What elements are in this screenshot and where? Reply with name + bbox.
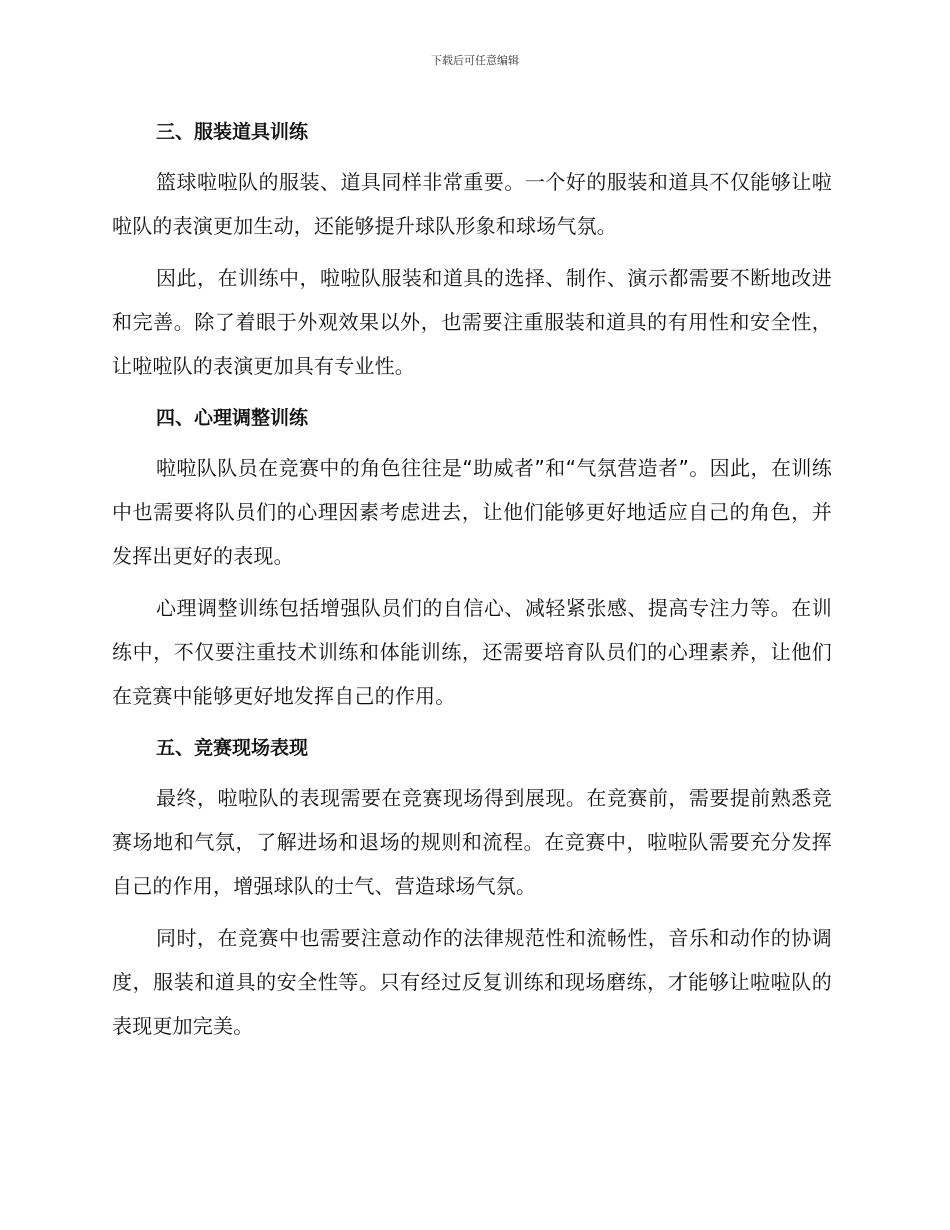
page-header-note: 下载后可任意编辑 [431, 54, 519, 67]
section-heading: 三、服装道具训练 [156, 121, 309, 143]
paragraph: 心理调整训练包括增强队员们的自信心、减轻紧张感、提高专注力等。在训练中，不仅要注重技术训练和体能训练，还需要培育队员们的心理素养，让他们在竞赛中能够更好地发挥自己的作用。 [112, 596, 832, 708]
section-costume-props [112, 110, 832, 396]
paragraph: 同时，在竞赛中也需要注意动作的法律规范性和流畅性，音乐和动作的协调度，服装和道具的安全性等。只有经过反复训练和现场磨练，才能够让啦啦队的表现更加完美。 [112, 926, 832, 1038]
paragraph: 最终，啦啦队的表现需要在竞赛现场得到展现。在竞赛前，需要提前熟悉竞赛场地和气氛，了解进场和退场的规则和流程。在竞赛中，啦啦队需要充分发挥自己的作用，增强球队的士气、营造球场气氛。 [112, 786, 832, 898]
paragraph: 篮球啦啦队的服装、道具同样非常重要。一个好的服装和道具不仅能够让啦啦队的表演更加生动，还能够提升球队形象和球场气氛。 [112, 170, 832, 238]
section-competition-performance [112, 726, 832, 1048]
section-heading: 四、心理调整训练 [156, 407, 309, 429]
section-psychological-training [112, 396, 832, 726]
paragraph: 啦啦队队员在竞赛中的角色往往是“助威者”和“气氛营造者”。因此，在训练中也需要将队员们的心理因素考虑进去，让他们能够更好地适应自己的角色，并发挥出更好的表现。 [112, 456, 832, 568]
document-body [112, 110, 832, 1048]
section-heading: 五、竞赛现场表现 [156, 737, 309, 759]
paragraph: 因此，在训练中，啦啦队服装和道具的选择、制作、演示都需要不断地改进和完善。除了着眼于外观效果以外，也需要注重服装和道具的有用性和安全性，让啦啦队的表演更加具有专业性。 [112, 266, 832, 378]
